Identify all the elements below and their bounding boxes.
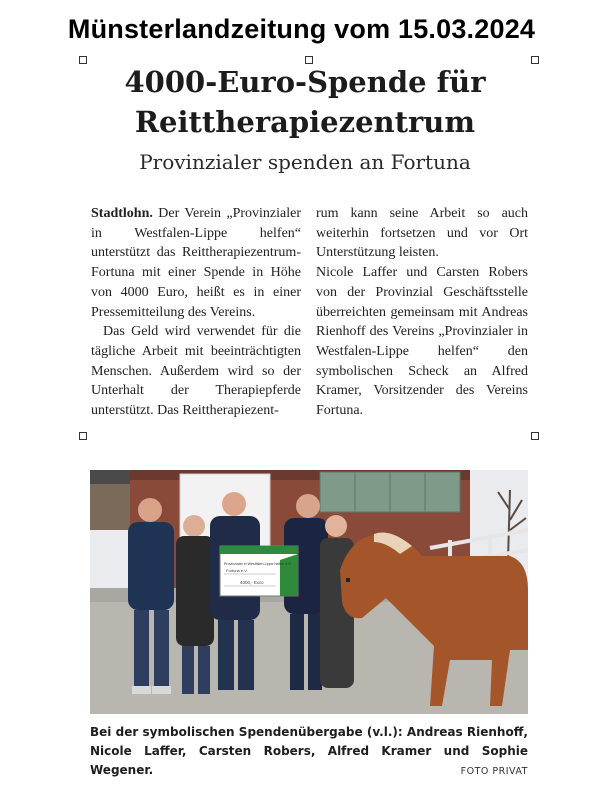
- photo-illustration: [90, 470, 528, 714]
- cheque-payee: Fortuna e.V.: [226, 568, 248, 573]
- cheque-heading: Provinzialer in Westfalen-Lippe helfen e.V.: [224, 562, 292, 566]
- cheque-amount: 4000,- Euro: [240, 580, 264, 585]
- selection-handle-middle-right[interactable]: [531, 432, 539, 440]
- headline-line-2: Reittherapiezentrum: [134, 105, 476, 139]
- headline-line-1: 4000-Euro-Spende für: [124, 65, 486, 99]
- photo-caption: Bei der symbolischen Spendenübergabe (v.l.): Andreas Rienhoff, Nicole Laffer, Carsten Robers, Alfred Kramer und Sophie Wegener.: [90, 725, 528, 777]
- selection-handle-middle-left[interactable]: [79, 432, 87, 440]
- left-paragraph-1-text: Der Verein „Provinzialer in Westfalen-Lippe helfen“ unterstützt das Reittherapiezentrum-Fortuna mit einer Spende in Höhe von 4000 Euro, heißt es in einer Pressemitteilung des Vereins.: [91, 206, 301, 320]
- left-paragraph-1: [91, 204, 301, 322]
- cheque: [220, 546, 298, 596]
- selection-handle-top-right[interactable]: [531, 56, 539, 64]
- photo-credit: FOTO PRIVAT: [460, 766, 528, 777]
- right-paragraph-2: Nicole Laffer und Carsten Robers von der Provinzial Geschäftsstelle überreichten gemeinsam mit Andreas Rienhoff des Vereins „Provinzialer in Westfalen-Lippe helfen“ den symbolischen Scheck an Alfred Kramer, Vorsitzender des Vereins Fortuna.: [316, 265, 528, 419]
- article-photo: [90, 470, 528, 714]
- article-column-right: [316, 204, 528, 421]
- dateline: Stadtlohn.: [91, 206, 153, 221]
- article-subheadline: Provinzialer spenden an Fortuna: [139, 150, 471, 174]
- source-header: Münsterlandzeitung vom 15.03.2024: [67, 14, 536, 44]
- article-column-left: [91, 204, 301, 421]
- left-paragraph-2: Das Geld wird verwendet für die tägliche Arbeit mit beeinträchtigten Menschen. Außerdem wird so der Unterhalt der Therapiepferde unterstützt. Das Reittherapiezent-: [91, 324, 301, 419]
- right-paragraph-1: rum kann seine Arbeit so auch weiterhin fortsetzen und vor Ort Unterstützung leisten.: [316, 206, 528, 261]
- article-headline: [80, 62, 530, 142]
